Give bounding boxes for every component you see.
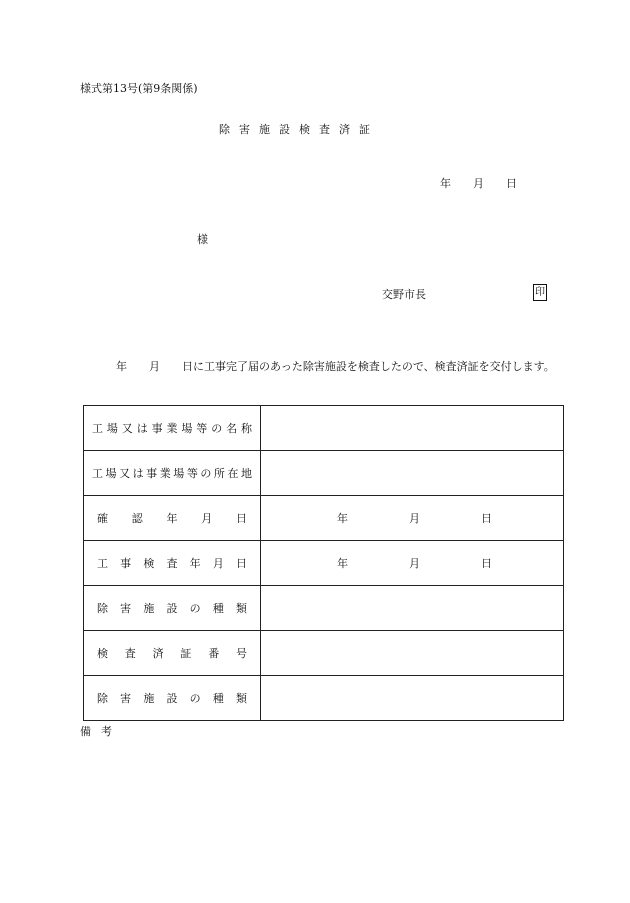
- row-label: 確認年月日: [84, 496, 261, 541]
- recipient-suffix: 様: [197, 233, 208, 246]
- issue-date-day: 日: [506, 177, 517, 190]
- table-row: [84, 451, 564, 496]
- document-title: 除害施設検査済証: [219, 123, 379, 136]
- inspection-month: 月: [409, 557, 420, 570]
- row-value: [261, 676, 564, 721]
- body-text: 年 月 日に工事完了届のあった除害施設を検査したので、検査済証を交付します。: [116, 360, 555, 373]
- row-value: [261, 406, 564, 451]
- form-number: 様式第13号(第9条関係): [80, 82, 198, 95]
- row-label: 検査済証番号: [84, 631, 261, 676]
- issue-date-month: 月: [473, 177, 484, 190]
- certificate-table: [83, 405, 564, 721]
- issue-date: [440, 175, 517, 191]
- table-row: [84, 631, 564, 676]
- issue-date-year: 年: [440, 177, 451, 190]
- row-value: [261, 586, 564, 631]
- row-value: [261, 496, 564, 541]
- table-row: [84, 406, 564, 451]
- confirm-day: 日: [481, 512, 492, 525]
- confirm-month: 月: [409, 512, 420, 525]
- row-value: [261, 631, 564, 676]
- seal-mark: 印: [533, 284, 547, 301]
- inspection-day: 日: [481, 557, 492, 570]
- row-label: 工場又は事業場等の所在地: [84, 451, 261, 496]
- issuer-name: 交野市長: [382, 288, 426, 301]
- row-value: [261, 541, 564, 586]
- inspection-year: 年: [337, 557, 348, 570]
- table-row: [84, 496, 564, 541]
- row-label: 除害施設の種類: [84, 676, 261, 721]
- row-label: 工事検査年月日: [84, 541, 261, 586]
- table-row: [84, 541, 564, 586]
- table-row: [84, 676, 564, 721]
- remarks-label: 備考: [80, 725, 122, 738]
- table-row: [84, 586, 564, 631]
- row-value: [261, 451, 564, 496]
- confirm-year: 年: [337, 512, 348, 525]
- row-label: 工場又は事業場等の名称: [84, 406, 261, 451]
- row-label: 除害施設の種類: [84, 586, 261, 631]
